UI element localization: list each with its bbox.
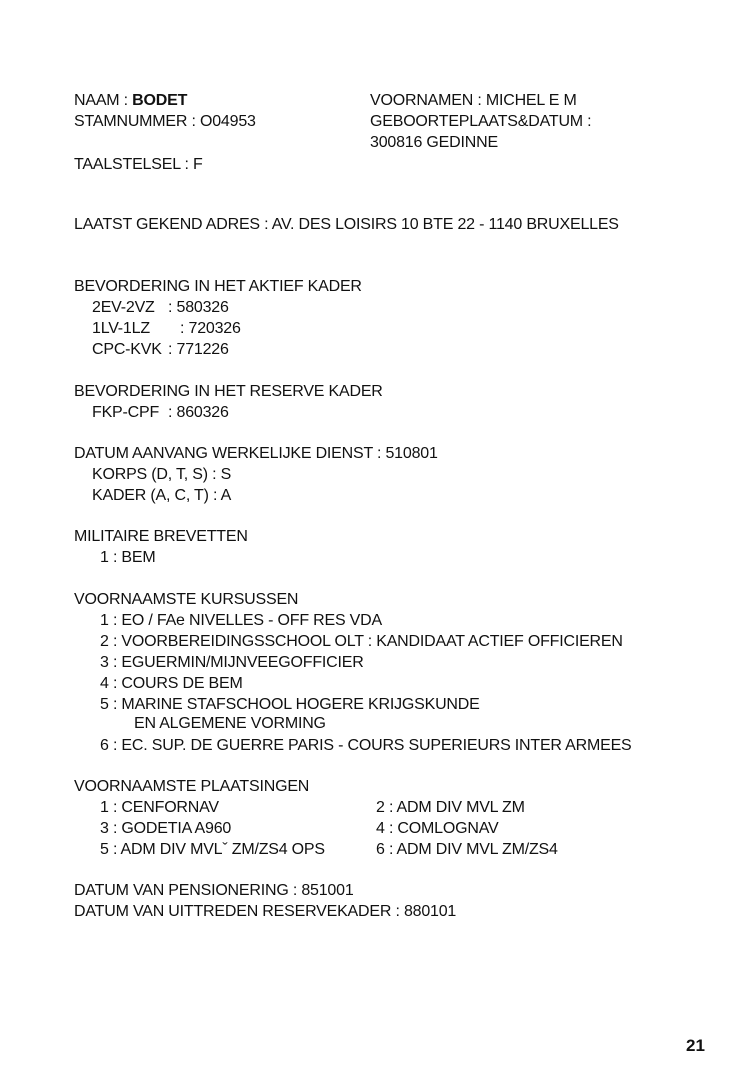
kursus-item: 1 : EO / FAe NIVELLES - OFF RES VDA [100,612,382,629]
plaatsing-item: 4 : COMLOGNAV [376,820,499,837]
plaatsing-item: 5 : ADM DIV MVLˇ ZM/ZS4 OPS [100,841,325,858]
aktief-code: 2EV-2VZ [92,299,155,316]
kursussen-heading: VOORNAAMSTE KURSUSSEN [74,591,299,608]
aktief-heading: BEVORDERING IN HET AKTIEF KADER [74,278,362,295]
kursus-item-continuation: EN ALGEMENE VORMING [134,715,326,732]
geboorte-value: 300816 GEDINNE [370,134,498,151]
aktief-code: 1LV-1LZ [92,320,150,337]
adres-line: LAATST GEKEND ADRES : AV. DES LOISIRS 10 BTE 22 - 1140 BRUXELLES [74,216,619,233]
reserve-date: : 860326 [168,404,229,421]
plaatsing-item: 3 : GODETIA A960 [100,820,232,837]
naam-label: NAAM : [74,92,133,109]
korps-line: KORPS (D, T, S) : S [92,466,232,483]
taalstelsel-line: TAALSTELSEL : F [74,156,203,173]
uittreden-line: DATUM VAN UITTREDEN RESERVEKADER : 880101 [74,903,457,920]
kursus-item: 6 : EC. SUP. DE GUERRE PARIS - COURS SUPERIEURS INTER ARMEES [100,737,632,754]
plaatsing-item: 1 : CENFORNAV [100,799,219,816]
kursus-item: 3 : EGUERMIN/MIJNVEEGOFFICIER [100,654,364,671]
reserve-code: FKP-CPF [92,404,160,421]
stamnummer-line: STAMNUMMER : O04953 [74,113,256,130]
aktief-date: : 771226 [168,341,229,358]
naam-line [74,91,187,111]
geboorte-label: GEBOORTEPLAATS&DATUM : [370,113,592,130]
plaatsing-item: 6 : ADM DIV MVL ZM/ZS4 [376,841,558,858]
pensionering-line: DATUM VAN PENSIONERING : 851001 [74,882,354,899]
reserve-heading: BEVORDERING IN HET RESERVE KADER [74,383,383,400]
kursus-item: 4 : COURS DE BEM [100,675,243,692]
naam-value: BODET [132,92,188,109]
page-number: 21 [686,1036,705,1055]
kader-line: KADER (A, C, T) : A [92,487,232,504]
plaatsing-item: 2 : ADM DIV MVL ZM [376,799,525,816]
brevet-item: 1 : BEM [100,549,156,566]
aktief-date: : 580326 [168,299,229,316]
kursus-item: 5 : MARINE STAFSCHOOL HOGERE KRIJGSKUNDE [100,696,480,713]
kursus-item: 2 : VOORBEREIDINGSSCHOOL OLT : KANDIDAAT ACTIEF OFFICIEREN [100,633,623,650]
brevetten-heading: MILITAIRE BREVETTEN [74,528,248,545]
plaatsingen-heading: VOORNAAMSTE PLAATSINGEN [74,778,310,795]
aktief-date: : 720326 [180,320,241,337]
aktief-code: CPC-KVK [92,341,162,358]
voornamen-line: VOORNAMEN : MICHEL E M [370,92,577,109]
dienst-heading: DATUM AANVANG WERKELIJKE DIENST : 510801 [74,445,438,462]
